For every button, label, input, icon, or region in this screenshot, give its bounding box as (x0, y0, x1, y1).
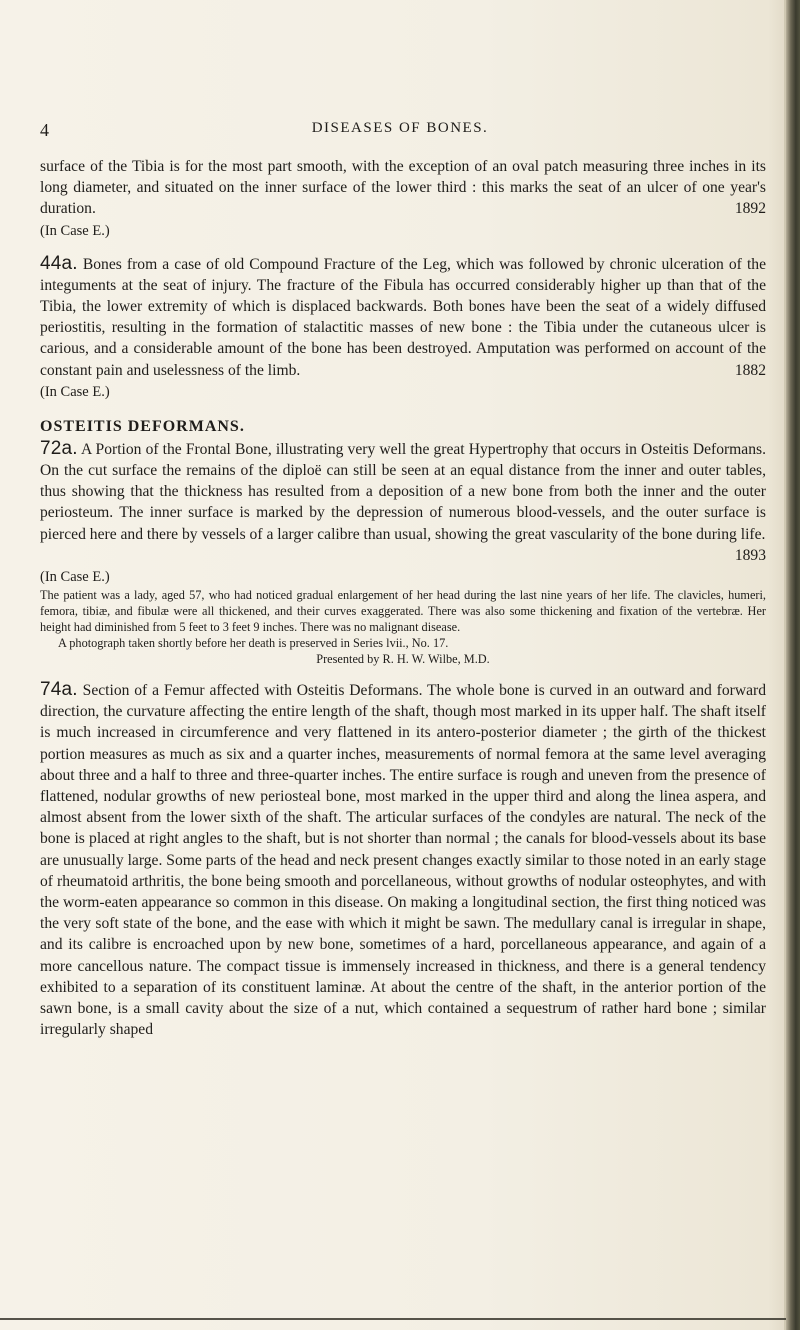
clinical-note: The patient was a lady, aged 57, who had noticed gradual enlargement of her head during the last nine years of her life. The clavicles, humeri, femora, tibiæ, and fibulæ were all thickened, and their curves exaggerated. There was also some thickening and fixation of the vertebræ. Her height had diminished from 5 feet to 3 feet 9 inches. There was no malignant disease. (40, 588, 766, 635)
entry-year: 1892 (734, 200, 766, 218)
entry-number: 72a. (40, 437, 78, 459)
entry-text: 74a. Section of a Femur affected with Osteitis Deformans. The whole bone is curved in an outward and forward direction, the curvature affecting the entire length of the shaft, though most marked in its upper half. The shaft itself is much increased in circumference and very flattened in its antero-posterior diameter ; the girth of the thickest portion measures as much as six and a quarter inches, measurements of normal femora at the same level averaging about three and a half to three and three-quarter inches. The entire surface is rough and uneven from the presence of flattened, nodular growths of new periosteal bone, most marked in the upper third and along the linea aspera, and almost absent from the lower sixth of the shaft. The articular surfaces of the condyles are natural. The neck of the bone is placed at right angles to the shaft, but is not shorter than normal ; the canals for blood-vessels about its base are unusually large. Some parts of the head and neck present changes exactly similar to those noted in an early stage of rheumatoid arthritis, the bone being smooth and porcellaneous, without growths of nodular osteophytes, and with the worm-eaten appearance so common in this disease. On making a longitudinal section, the first thing noticed was the very soft state of the bone, and the ease with which it might be sawn. The medullary canal is irregular in shape, and its calibre is encroached upon by new bone, sometimes of a hard, porcellaneous appearance, and again of a more cancellous nature. The compact tissue is immensely increased in thickness, and there is a general tendency exhibited to a separation of its constituent laminæ. At about the centre of the shaft, in the anterior portion of the sawn bone, is a small cavity about the size of a nut, which contained a sequestrum of rather hard bone ; similar irregularly shaped (40, 679, 766, 1039)
entry-text: 72a. A Portion of the Frontal Bone, illustrating very well the great Hypertrophy that occurs in Osteitis Deformans. On the cut surface the remains of the diploë can still be seen at an equal distance from the inner and outer tables, thus showing that the thickness has resulted from a deposition of a new bone from both the inner and the outer periosteum. The inner surface is marked by the depression of numerous blood-vessels, and the outer surface is pierced here and there by vessels of a larger calibre than usual, showing the great vascularity of the bone during life. (40, 437, 766, 543)
page-number: 4 (40, 120, 49, 140)
entry-44a (40, 253, 766, 402)
entry-text: 44a. Bones from a case of old Compound Fracture of the Leg, which was followed by chronic ulceration of the integuments at the seat of injury. The fracture of the Fibula has occurred considerably higher up than that of the Tibia, the lower extremity of which is displaced backwards. Both bones have been the seat of a widely diffused periostitis, resulting in the formation of stalactitic masses of new bone : the Tibia under the cutaneous ulcer is carious, and a considerable amount of the bone has been destroyed. Amputation was performed on account of the constant pain and uselessness of the limb. 1882 (40, 253, 766, 381)
photograph-note: A photograph taken shortly before her death is preserved in Series lvii., No. 17. (58, 636, 449, 651)
running-head: DISEASES OF BONES. (311, 120, 489, 136)
entry-year: 1893 (734, 546, 766, 564)
entry-continuation (40, 156, 766, 241)
presenter-credit: Presented by R. H. W. Wilbe, M.D. (316, 652, 490, 667)
case-location: (In Case E.) (40, 569, 110, 586)
case-location: (In Case E.) (40, 222, 110, 239)
page-body (40, 156, 766, 1041)
entry-number: 44a. (40, 252, 78, 274)
page-bottom-rule (0, 1318, 786, 1320)
case-location: (In Case E.) (40, 383, 110, 400)
page-edge (786, 0, 800, 1330)
section-heading: OSTEITIS DEFORMANS. (40, 417, 245, 435)
entry-number: 74a. (40, 679, 78, 701)
entry-year: 1882 (734, 361, 766, 379)
entry-74a (40, 679, 766, 1040)
entry-72a (40, 438, 766, 667)
entry-text: surface of the Tibia is for the most part smooth, with the exception of an oval patch measuring three inches in its long diameter, and situated on the inner surface of the lower third : this marks the seat of an ulcer of one year's duration. 1892 (40, 156, 766, 220)
